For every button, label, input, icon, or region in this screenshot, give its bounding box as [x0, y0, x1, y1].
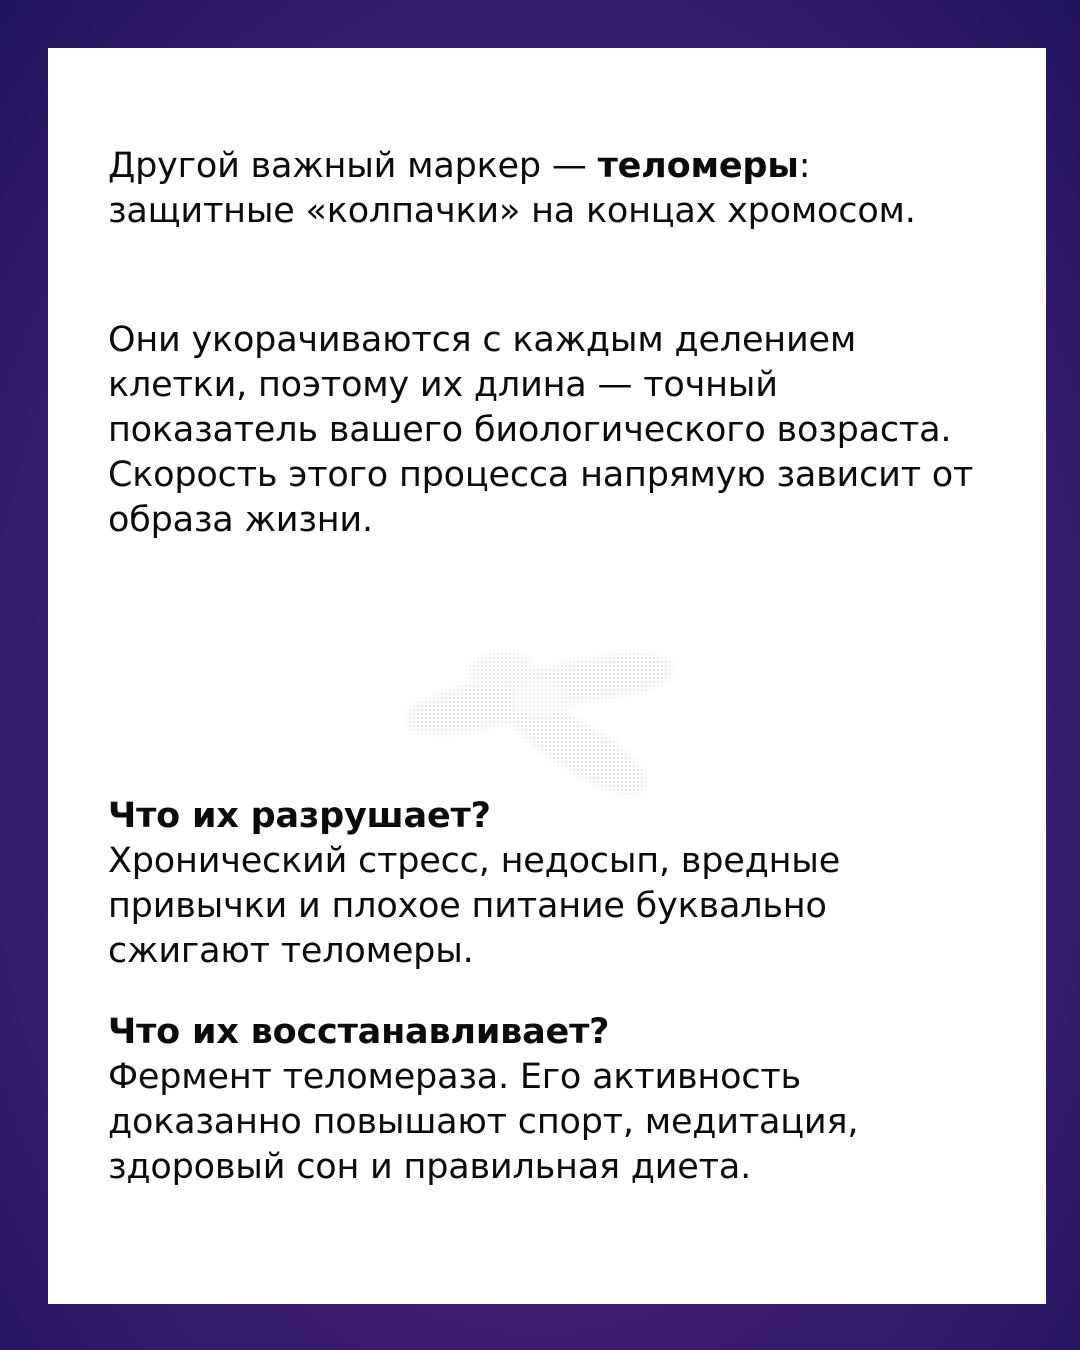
- content-card: [48, 48, 1046, 1304]
- destroy-body: Хронический стресс, недосып, вредные привычки и плохое питание буквально сжигают теломеры.: [108, 841, 841, 971]
- destroy-heading: Что их разрушает?: [108, 796, 491, 836]
- shortening-paragraph: Они укорачиваются с каждым делением клетки, поэтому их длина — точный показатель вашего биологического возраста. Скорость этого процесса напрямую зависит от образа жизни.: [108, 320, 974, 540]
- restore-body: Фермент теломераза. Его активность доказанно повышают спорт, медитация, здоровый сон и правильная диета.: [108, 1057, 859, 1187]
- intro-text-start: Другой важный маркер —: [108, 146, 598, 186]
- restore-section: [108, 1010, 988, 1190]
- intro-paragraph: [108, 144, 988, 234]
- destroy-section: [108, 794, 988, 974]
- telomeres-term: теломеры: [597, 146, 799, 186]
- intro-text-rest: защитные «колпачки» на концах хромосом.: [108, 191, 916, 231]
- chromosome-icon: [388, 588, 678, 798]
- restore-heading: Что их восстанавливает?: [108, 1012, 610, 1052]
- intro-colon: :: [798, 146, 811, 186]
